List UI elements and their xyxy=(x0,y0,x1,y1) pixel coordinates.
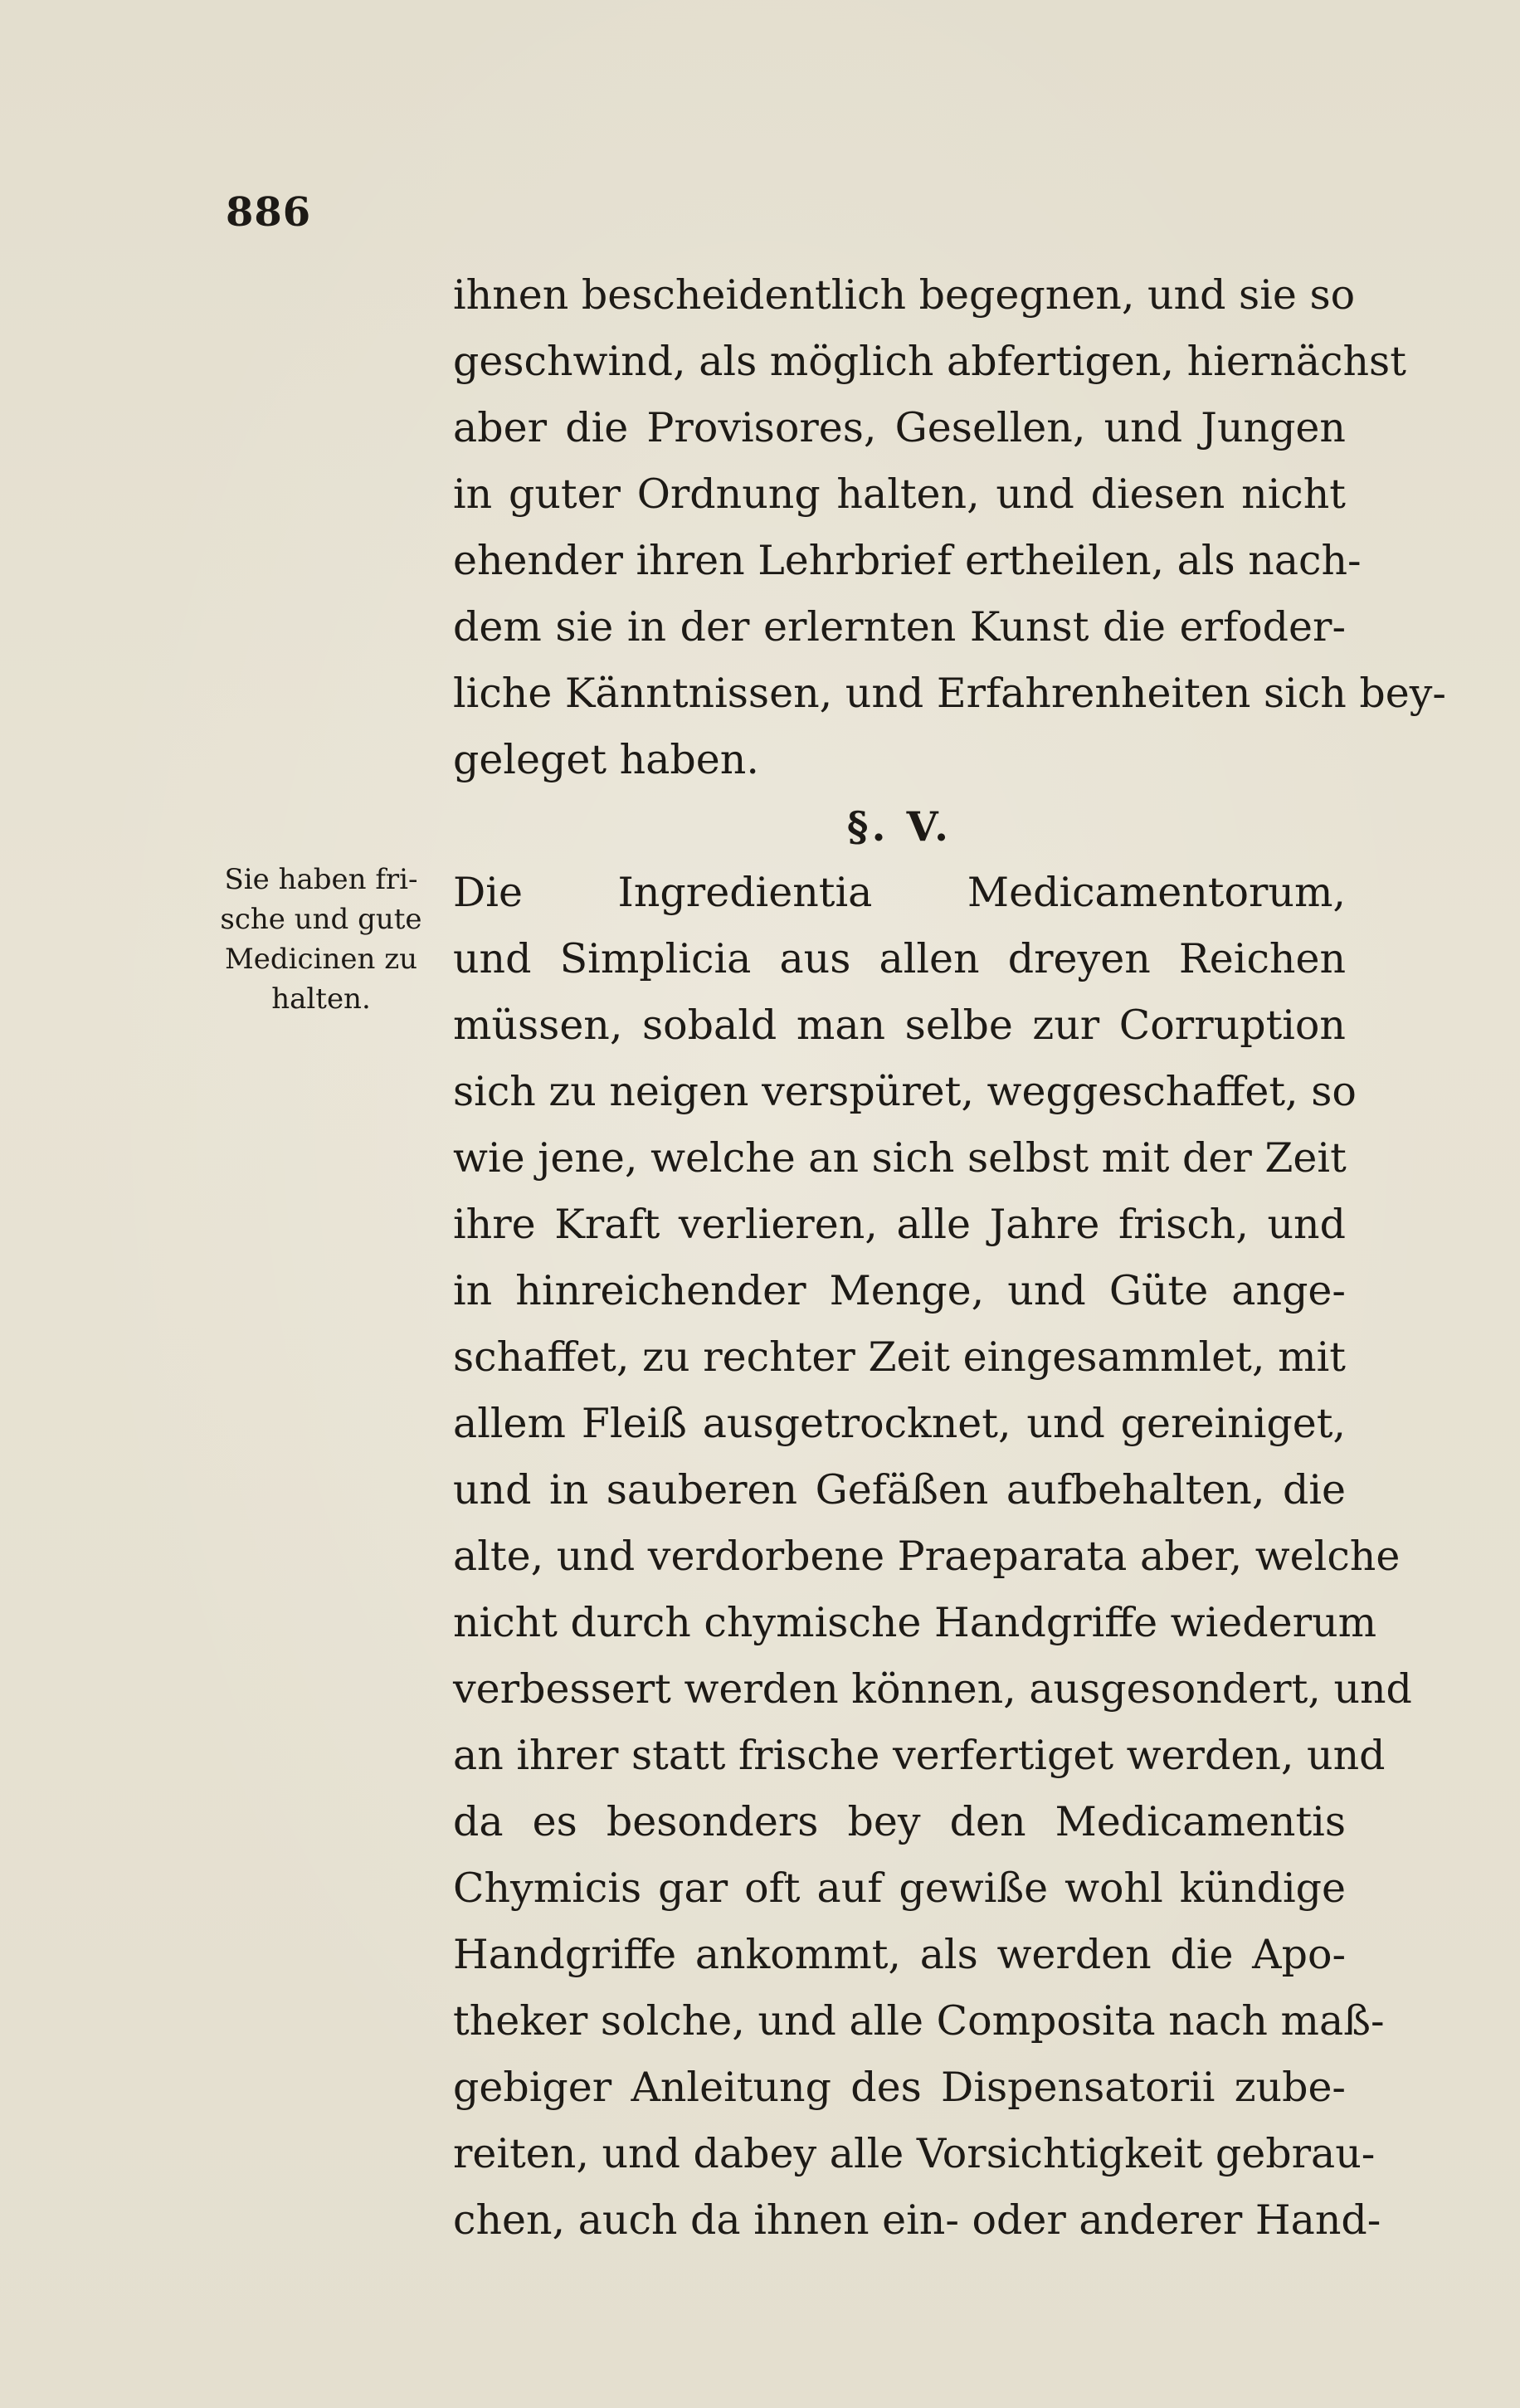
text-line: in hinreichender Menge, und Güte ange- xyxy=(453,1267,1346,1314)
text-line: liche Känntnissen, und Erfahrenheiten sich bey- xyxy=(453,670,1446,717)
text-line: dem sie in der erlernten Kunst die erfoder- xyxy=(453,603,1346,651)
marginal-note-line: halten. xyxy=(271,982,371,1016)
text-line: und in sauberen Gefäßen aufbehalten, die xyxy=(453,1466,1346,1514)
marginal-note-line: Medicinen zu xyxy=(224,943,418,976)
text-line: alte, und verdorbene Praeparata aber, welche xyxy=(453,1533,1401,1580)
text-line: an ihrer statt frische verfertiget werden, und xyxy=(453,1732,1386,1779)
marginal-note-line: sche und gute xyxy=(220,903,422,936)
text-line: ihre Kraft verlieren, alle Jahre frisch, und xyxy=(453,1201,1346,1248)
text-line: und Simplicia aus allen dreyen Reichen xyxy=(453,935,1346,982)
text-line: müssen, sobald man selbe zur Corruption xyxy=(453,1002,1346,1049)
text-line: allem Fleiß ausgetrocknet, und gereiniget, xyxy=(453,1400,1346,1447)
text-line: ihnen bescheidentlich begegnen, und sie so xyxy=(453,271,1356,319)
text-line: theker solche, und alle Composita nach maß- xyxy=(453,1997,1385,2045)
section-heading: §. V. xyxy=(846,802,952,851)
text-line: sich zu neigen verspüret, weggeschaffet, so xyxy=(453,1068,1357,1115)
marginal-note xyxy=(217,860,425,1019)
text-line: da es besonders bey den Medicamentis xyxy=(453,1798,1346,1845)
text-line: reiten, und dabey alle Vorsichtigkeit gebrau- xyxy=(453,2130,1376,2177)
text-line: ehender ihren Lehrbrief ertheilen, als nach- xyxy=(453,537,1362,584)
text-line: schaffet, zu rechter Zeit eingesammlet, mit xyxy=(453,1333,1346,1381)
body-text xyxy=(453,262,1446,2254)
text-line: Handgriffe ankommt, als werden die Apo- xyxy=(453,1931,1346,1978)
text-line: verbessert werden können, ausgesondert, und xyxy=(453,1665,1412,1713)
text-line: in guter Ordnung halten, und diesen nicht xyxy=(453,470,1346,518)
text-line: Die Ingredientia Medicamentorum, xyxy=(453,869,1346,916)
text-line: nicht durch chymische Handgriffe wiederum xyxy=(453,1599,1377,1646)
text-line: geleget haben. xyxy=(453,736,759,783)
text-line: aber die Provisores, Gesellen, und Jungen xyxy=(453,404,1346,451)
text-line: gebiger Anleitung des Dispensatorii zube- xyxy=(453,2064,1346,2111)
text-line: Chymicis gar oft auf gewiße wohl kündige xyxy=(453,1864,1346,1912)
text-line: chen, auch da ihnen ein- oder anderer Hand- xyxy=(453,2196,1381,2244)
text-line: geschwind, als möglich abfertigen, hiernächst xyxy=(453,338,1406,385)
marginal-note-line: Sie haben fri- xyxy=(224,863,418,896)
page-number: 886 xyxy=(226,189,312,236)
text-line: wie jene, welche an sich selbst mit der Zeit xyxy=(453,1134,1347,1182)
